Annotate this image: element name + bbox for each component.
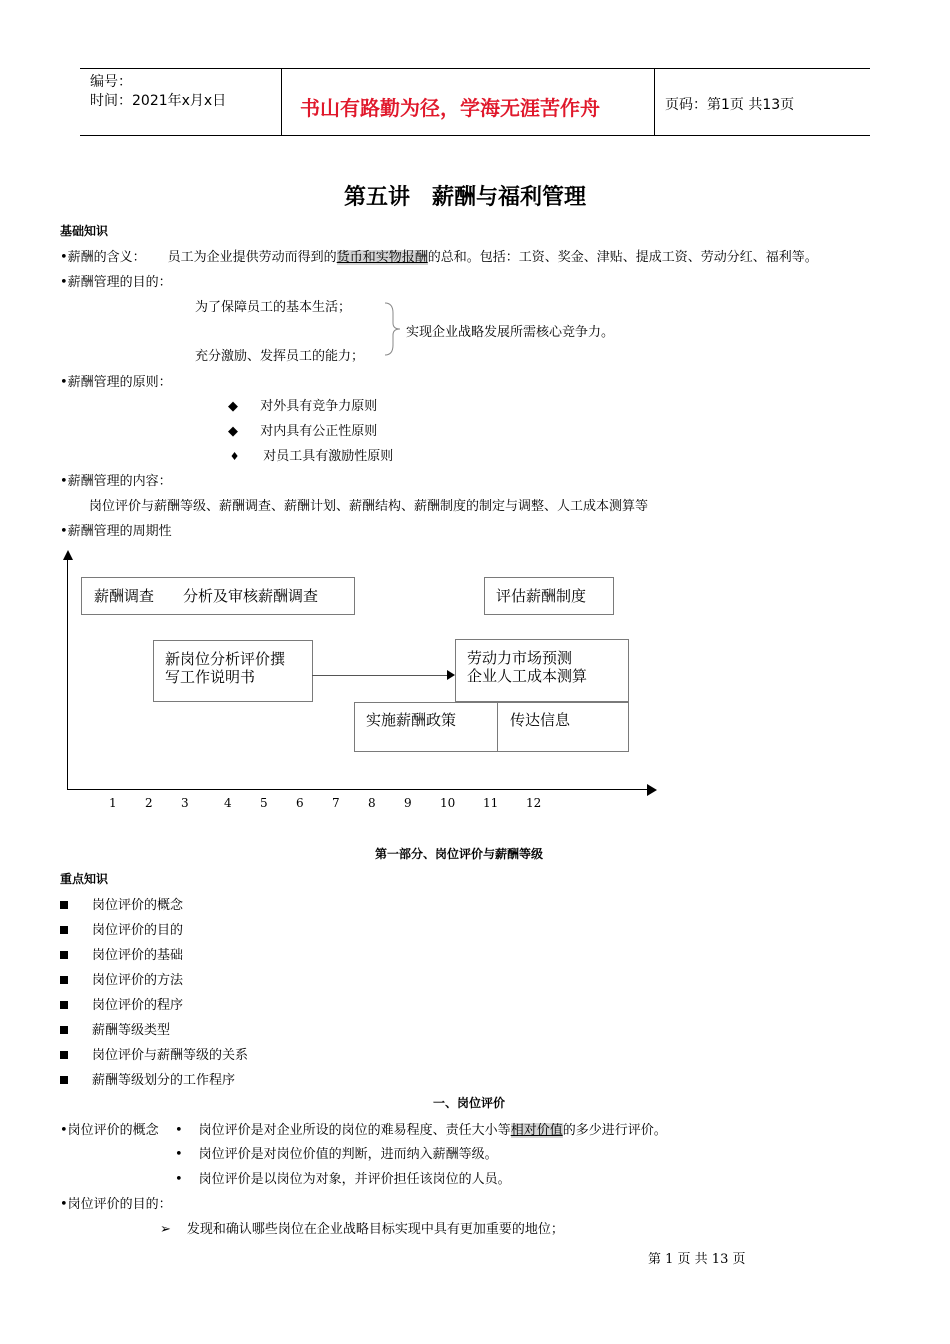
square-bullet-icon <box>60 1076 68 1084</box>
header-time-label: 时间：2021年x月x日 <box>90 93 227 109</box>
principle-item <box>228 420 377 439</box>
content-text: 岗位评价与薪酬等级、薪酬调查、薪酬计划、薪酬结构、薪酬制度的制定与调整、人工成本测算等 <box>89 499 649 514</box>
key-item-text: 薪酬等级划分的工作程序 <box>92 1073 236 1088</box>
box-survey-analysis-label: 分析及审核薪酬调查 <box>183 587 319 605</box>
square-bullet-icon <box>60 926 68 934</box>
x-tick-label: 4 <box>224 796 232 810</box>
key-item-text: 岗位评价的方法 <box>92 973 184 988</box>
concept-item <box>175 1119 667 1138</box>
box-labor-market-line2: 企业人工成本测算 <box>467 667 588 685</box>
header-bottom-border <box>80 135 870 136</box>
y-axis <box>67 556 68 789</box>
concept-item <box>175 1143 498 1162</box>
key-item-text: 岗位评价与薪酬等级的关系 <box>92 1048 249 1063</box>
box-labor-market-line1: 劳动力市场预测 <box>467 649 573 667</box>
box-implement-policy-label: 实施薪酬政策 <box>366 711 457 729</box>
header-page-label: 页码：第1页 共13页 <box>665 97 795 113</box>
x-tick-label: 5 <box>260 796 268 810</box>
dot-bullet-icon: • <box>175 1147 183 1162</box>
key-item <box>60 919 183 938</box>
basic-knowledge-heading: 基础知识 <box>60 224 109 238</box>
principle-text: 对员工具有激励性原则 <box>263 449 394 464</box>
box-labor-market <box>455 639 629 702</box>
salary-meaning-highlight: 货币和实物报酬 <box>336 250 428 265</box>
diamond-bullet-icon: ◆ <box>228 424 238 439</box>
key-item-text: 岗位评价的基础 <box>92 948 184 963</box>
key-item <box>60 894 183 913</box>
key-item <box>60 1069 235 1088</box>
flow-arrow-icon <box>447 670 455 680</box>
box-new-position-analysis <box>153 640 313 702</box>
header-motto: 书山有路勤为径，学海无涯苦作舟 <box>300 96 600 120</box>
purpose-result: 实现企业战略发展所需核心竞争力。 <box>406 325 615 340</box>
x-tick-label: 8 <box>368 796 376 810</box>
square-bullet-icon <box>60 1051 68 1059</box>
square-bullet-icon <box>60 1026 68 1034</box>
principle-text: 对外具有竞争力原则 <box>260 399 378 414</box>
key-item <box>60 1044 248 1063</box>
x-tick-label: 10 <box>440 796 456 810</box>
key-knowledge-heading: 重点知识 <box>60 872 109 886</box>
key-item <box>60 1019 170 1038</box>
box-implement-policy <box>354 702 499 752</box>
purpose-item: 为了保障员工的基本生活； <box>195 300 352 315</box>
header-divider-left <box>281 68 282 136</box>
box-communicate-label: 传达信息 <box>510 711 571 729</box>
concept1-highlight: 相对价值 <box>510 1123 563 1138</box>
x-tick-label: 9 <box>404 796 412 810</box>
x-tick-label: 11 <box>483 796 499 810</box>
purpose-label: •薪酬管理的目的： <box>60 275 172 290</box>
footer-page-number: 第 1 页 共 13 页 <box>648 1252 746 1267</box>
y-axis-arrow-icon <box>62 550 74 560</box>
evaluation-purpose-label: •岗位评价的目的： <box>60 1197 172 1212</box>
box-new-position-line1: 新岗位分析评价撰 <box>165 650 286 668</box>
concept2-text: 岗位评价是对岗位价值的判断，进而纳入薪酬等级。 <box>198 1147 498 1162</box>
key-item-text: 薪酬等级类型 <box>92 1023 171 1038</box>
cycle-label: •薪酬管理的周期性 <box>60 524 172 539</box>
page-title: 第五讲 薪酬与福利管理 <box>344 185 587 210</box>
principle-text: 对内具有公正性原则 <box>260 424 378 439</box>
brace-icon <box>383 301 403 357</box>
principle-item <box>228 445 393 464</box>
part1-heading: 第一部分、岗位评价与薪酬等级 <box>375 847 544 861</box>
square-bullet-icon <box>60 976 68 984</box>
salary-meaning <box>60 246 818 265</box>
concept1-pre: 岗位评价是对企业所设的岗位的难易程度、责任大小等 <box>198 1123 511 1138</box>
box-evaluate-system <box>484 577 614 615</box>
salary-meaning-label: •薪酬的含义： <box>60 250 146 265</box>
key-item <box>60 969 183 988</box>
key-item-text: 岗位评价的程序 <box>92 998 184 1013</box>
x-tick-label: 3 <box>181 796 189 810</box>
x-axis-arrow-icon <box>647 784 657 796</box>
x-axis <box>67 789 649 790</box>
square-bullet-icon <box>60 901 68 909</box>
key-item-text: 岗位评价的概念 <box>92 898 184 913</box>
x-tick-label: 1 <box>109 796 117 810</box>
box-salary-survey-label: 薪酬调查 <box>94 587 155 605</box>
box-communicate <box>497 702 629 752</box>
key-item <box>60 994 183 1013</box>
x-tick-label: 6 <box>296 796 304 810</box>
key-item-text: 岗位评价的目的 <box>92 923 184 938</box>
box-new-position-line2: 写工作说明书 <box>165 668 256 686</box>
square-bullet-icon <box>60 951 68 959</box>
concept1-post: 的多少进行评价。 <box>562 1123 667 1138</box>
concept3-text: 岗位评价是以岗位为对象，并评价担任该岗位的人员。 <box>198 1172 511 1187</box>
principle-item <box>228 395 377 414</box>
box-evaluate-system-label: 评估薪酬制度 <box>496 587 587 605</box>
flow-arrow-line <box>312 675 448 676</box>
salary-meaning-post: 的总和。包括：工资、奖金、津贴、提成工资、劳动分红、福利等。 <box>427 250 818 265</box>
dot-bullet-icon: • <box>175 1123 183 1138</box>
x-tick-label: 7 <box>332 796 340 810</box>
purpose-item: 充分激励、发挥员工的能力； <box>195 349 365 364</box>
header-number-label: 编号： <box>90 74 132 90</box>
diamond-bullet-icon: ◆ <box>228 399 238 414</box>
x-tick-label: 2 <box>145 796 153 810</box>
salary-meaning-pre: 员工为企业提供劳动而得到的 <box>167 250 337 265</box>
box-salary-survey <box>81 577 355 615</box>
principle-label: •薪酬管理的原则： <box>60 375 172 390</box>
square-bullet-icon <box>60 1001 68 1009</box>
arrow-bullet-icon: ➢ <box>160 1222 171 1237</box>
key-item <box>60 944 183 963</box>
concept-item <box>175 1168 511 1187</box>
header-divider-right <box>654 68 655 136</box>
content-label: •薪酬管理的内容： <box>60 474 172 489</box>
dot-bullet-icon: • <box>175 1172 183 1187</box>
header-top-border <box>80 68 870 69</box>
concept-label: •岗位评价的概念 <box>60 1123 159 1138</box>
narrow-diamond-bullet-icon: ♦ <box>229 450 240 463</box>
section-heading: 一、岗位评价 <box>433 1096 506 1110</box>
evaluation-purpose-text: 发现和确认哪些岗位在企业战略目标实现中具有更加重要的地位； <box>186 1222 564 1237</box>
evaluation-purpose-item <box>160 1218 564 1237</box>
x-tick-label: 12 <box>526 796 542 810</box>
